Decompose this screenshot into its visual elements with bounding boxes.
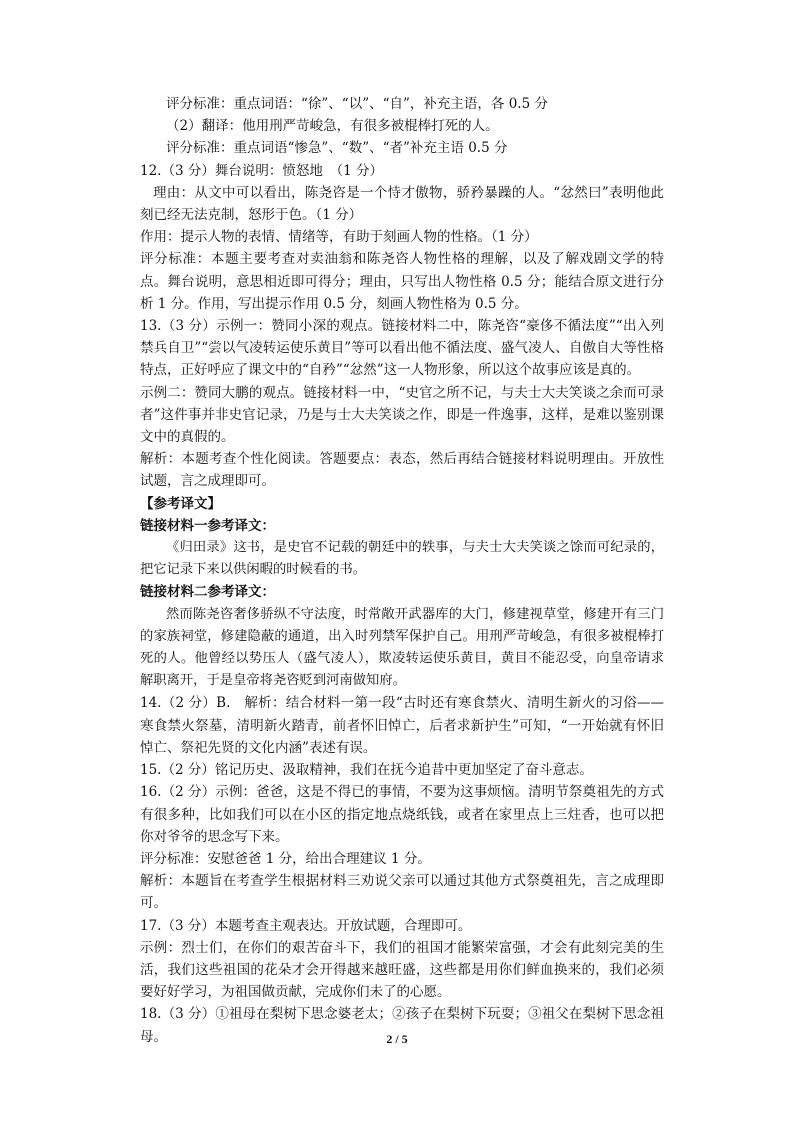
question-12-scoring: 评分标准：本题主要考查对卖油翁和陈尧咨人物性格的理解，以及了解戏剧文学的特点。舞台说明，意思相近即可得分；理由，只写出人物性格 0.5 分；能结合原文进行分析 1 分。作用，写出提示作用 0.5 分，刻画人物性格为 0.5 分。 — [140, 251, 664, 312]
question-13-analysis: 解析：本题考查个性化阅读。答题要点：表态，然后再结合链接材料说明理由。开放性试题，言之成理即可。 — [140, 451, 664, 490]
link-material-1-translation: 《归田录》这书，是史官不记载的朝廷中的轶事，与夫士大夫笑谈之馀而可纪录的，把它记录下来以供闲暇的时候看的书。 — [140, 540, 664, 578]
question-16-answer: 16.（2 分）示例：爸爸，这是不得已的事情，不要为这事烦恼。清明节祭奠祖先的方式有很多种，比如我们可以在小区的指定地点烧纸钱，或者在家里点上三炷香，也可以把你对爷爷的思念写下来。 — [140, 784, 664, 845]
link-material-2-translation: 然而陈尧咨奢侈骄纵不守法度，时常敞开武器库的大门，修建视草堂，修建开有三门的家族祠堂，修建隐蔽的通道，出入时列禁军保护自己。用刑严苛峻急，有很多被棍棒打死的人。他曾经以势压人（盛气凌人），欺凌转运使乐黄目，黄目不能忍受，向皇帝请求解职离开，于是皇帝将尧咨贬到河南做知府。 — [140, 606, 664, 689]
scoring-standard-line: 评分标准：重点词语“惨急”、“数”、“者”补充主语 0.5 分 — [166, 140, 508, 157]
question-12-answer: 12.（3 分）舞台说明：愤怒地 （1 分） — [140, 162, 383, 179]
question-13-example-1: 13.（3 分）示例一：赞同小深的观点。链接材料二中，陈尧咨“豪侈不循法度”“出入列禁兵自卫”“尝以气凌转运使乐黄目”等可以看出他不循法度、盛气凌人、自傲自大等性格特点，正好呼应了课文中的“自矜”“忿然”这一人物形象，所以这个故事应该是真的。 — [140, 318, 664, 379]
question-12-reason: 理由：从文中可以看出，陈尧咨是一个恃才傲物，骄矜暴躁的人。“忿然曰”表明他此刻已经无法克制，怒形于色。（1 分） — [140, 184, 664, 224]
translation-line: （2）翻译：他用刑严苛峻急，有很多被棍棒打死的人。 — [166, 118, 499, 135]
question-16-scoring: 评分标准：安慰爸爸 1 分，给出合理建议 1 分。 — [140, 850, 431, 867]
question-14-answer: 14.（2 分）B. 解析：结合材料一第一段“古时还有寒食禁火、清明生新火的习俗——寒食禁火祭墓，清明新火踏青，前者怀旧悼亡，后者求新护生”可知，“一开始就有怀旧悼亡、祭祀先贤的文化内涵”表述有误。 — [140, 695, 664, 756]
question-16-analysis: 解析：本题旨在考查学生根据材料三劝说父亲可以通过其他方式祭奠祖先，言之成理即可。 — [140, 873, 664, 912]
reference-translation-heading: 【参考译文】 — [140, 495, 221, 512]
question-17-example: 示例：烈士们，在你们的艰苦奋斗下，我们的祖国才能繁荣富强，才会有此刻完美的生活，我们这些祖国的花朵才会开得越来越旺盛，这些都是用你们鲜血换来的，我们必须要好好学习，为祖国做贡献，完成你们未了的心愿。 — [140, 939, 664, 1001]
scoring-standard-line: 评分标准：重点词语：“徐”、“以”、“自”，补充主语，各 0.5 分 — [166, 96, 548, 112]
page-number: 2 / 5 — [386, 1032, 408, 1046]
question-17-answer: 17.（3 分）本题考查主观表达。开放试题，合理即可。 — [140, 917, 472, 934]
question-15-answer: 15.（2 分）铭记历史、汲取精神，我们在抚今追昔中更加坚定了奋斗意志。 — [140, 762, 593, 779]
question-13-example-2: 示例二：赞同大鹏的观点。链接材料一中，“史官之所不记，与夫士大夫笑谈之余而可录者”这件事并非史官记录，乃是与士大夫笑谈之作，即是一件逸事，这样，是难以鉴别课文中的真假的。 — [140, 384, 664, 446]
link-material-1-heading: 链接材料一参考译文： — [140, 517, 275, 534]
answer-text-body — [140, 93, 664, 1048]
question-12-function: 作用：提示人物的表情、情绪等，有助于刻画人物的性格。（1 分） — [140, 229, 538, 246]
link-material-2-heading: 链接材料二参考译文： — [140, 584, 275, 601]
question-18-answer: 18.（3 分）①祖母在梨树下思念婆老太；②孩子在梨树下玩耍；③祖父在梨树下思念祖母。 — [140, 1006, 664, 1045]
